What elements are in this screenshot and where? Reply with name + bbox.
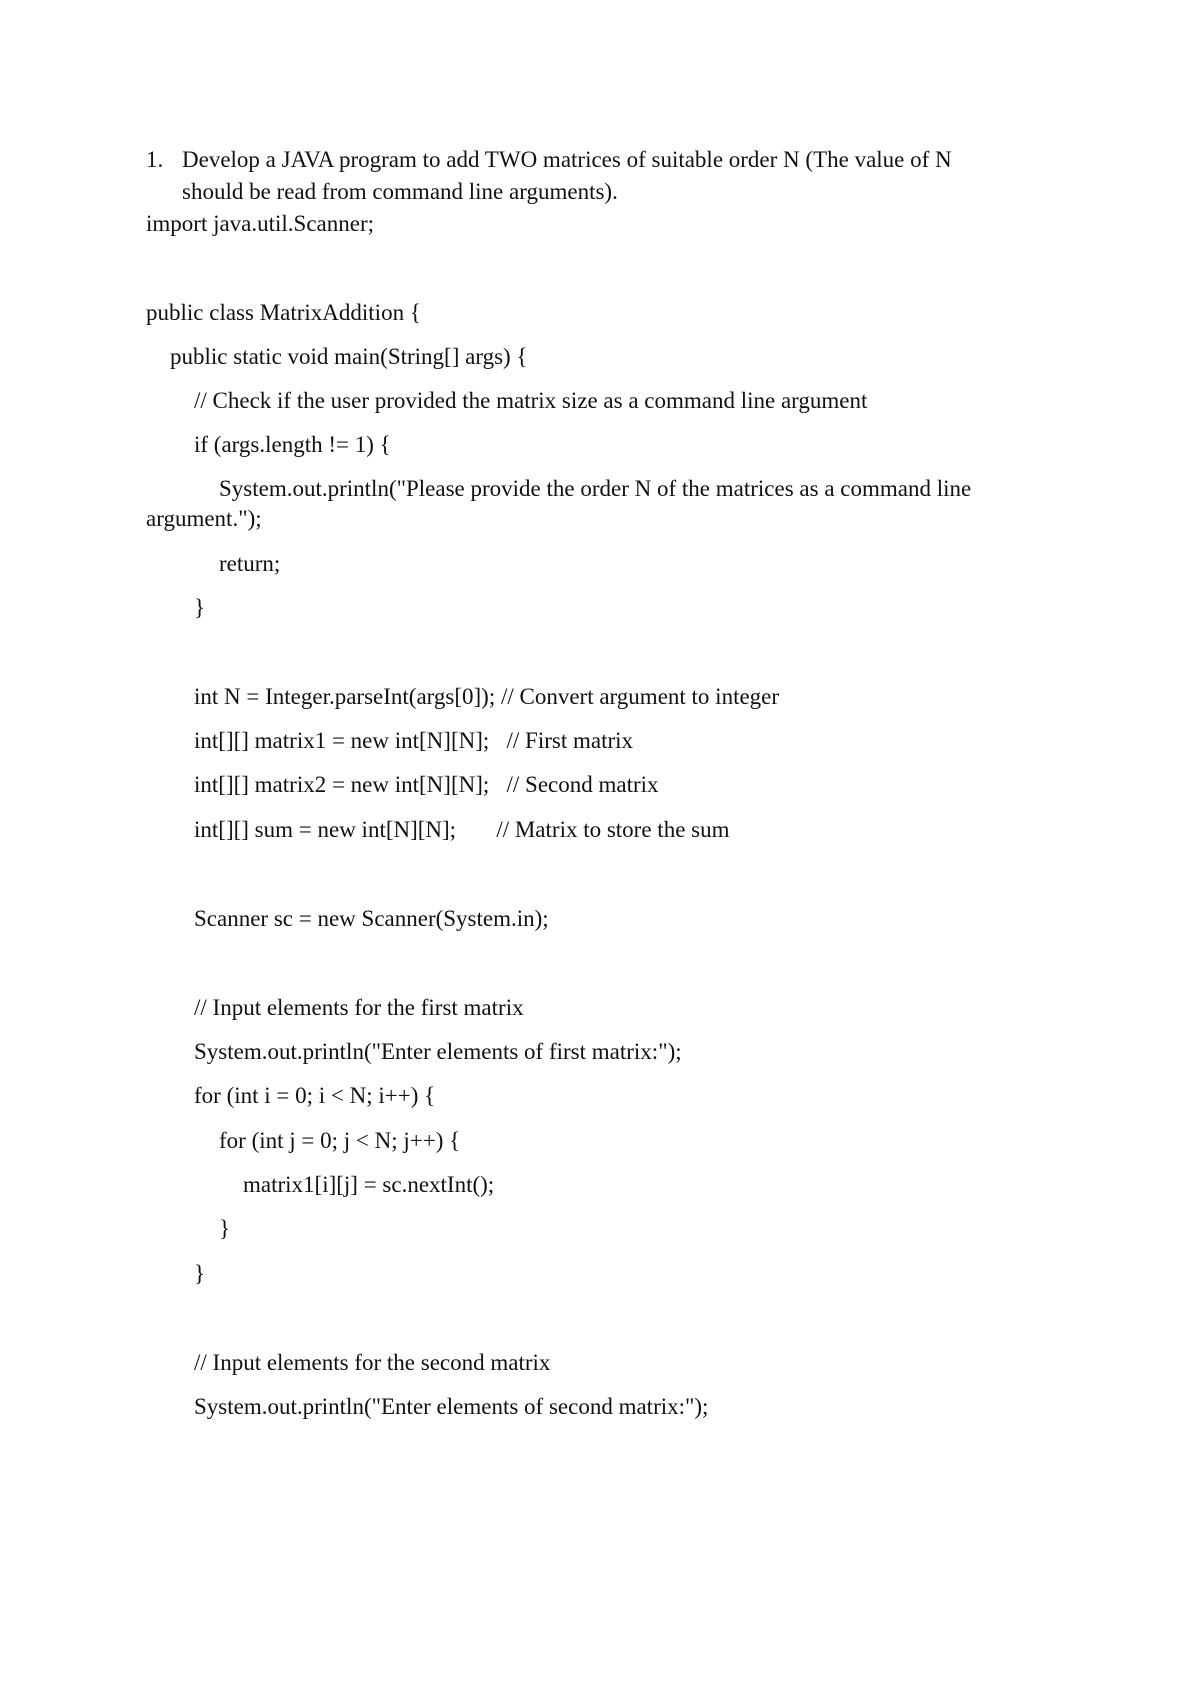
question-text-line-2: should be read from command line arguments). [182,179,618,204]
code-line-parse-n: int N = Integer.parseInt(args[0]); // Convert argument to integer [194,684,780,709]
code-line-for-i-first: for (int i = 0; i < N; i++) { [194,1083,436,1108]
code-line-matrix1-decl: int[][] matrix1 = new int[N][N]; // First matrix [194,728,634,753]
code-line-if-args: if (args.length != 1) { [194,432,391,457]
code-line-for-j-first: for (int j = 0; j < N; j++) { [219,1128,461,1153]
code-line-println-first: System.out.println("Enter elements of first matrix:"); [194,1039,682,1064]
code-line-import: import java.util.Scanner; [146,211,375,236]
code-line-println-provide: System.out.println("Please provide the order N of the matrices as a command line [219,476,972,501]
code-line-read-matrix1: matrix1[i][j] = sc.nextInt(); [243,1172,495,1197]
code-line-matrix2-decl: int[][] matrix2 = new int[N][N]; // Second matrix [194,772,659,797]
code-line-comment-first: // Input elements for the first matrix [194,995,524,1020]
code-line-for-i-close: } [194,1261,206,1286]
code-line-println-second: System.out.println("Enter elements of second matrix:"); [194,1394,709,1419]
code-line-return: return; [219,551,281,576]
question-text-line-1: Develop a JAVA program to add TWO matrices of suitable order N (The value of N [182,147,952,172]
code-line-main-decl: public static void main(String[] args) { [170,344,528,369]
code-line-scanner: Scanner sc = new Scanner(System.in); [194,906,549,931]
code-line-if-close: } [194,595,206,620]
code-line-comment-second: // Input elements for the second matrix [194,1350,551,1375]
code-line-comment-check: // Check if the user provided the matrix size as a command line argument [194,388,868,413]
code-line-class-decl: public class MatrixAddition { [146,300,421,325]
question-number: 1. [146,147,164,172]
code-line-println-provide-wrap: argument."); [146,506,262,531]
code-line-sum-decl: int[][] sum = new int[N][N]; // Matrix to store the sum [194,817,730,842]
code-line-for-j-close: } [219,1216,231,1241]
